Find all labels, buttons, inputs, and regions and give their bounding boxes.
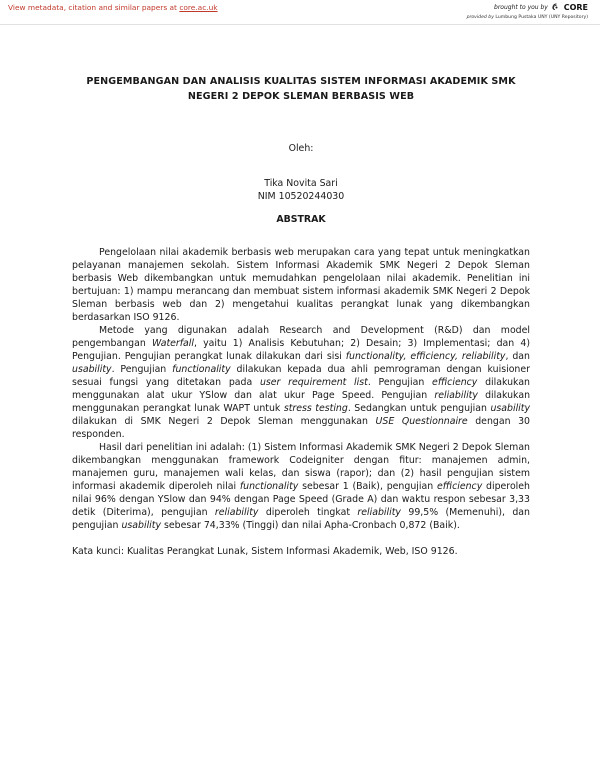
p2-text: . Pengujian (111, 364, 173, 375)
provided-by (467, 15, 588, 20)
abstract-paragraph-3 (72, 441, 530, 532)
p3-text: 99,5% (Memenuhi), dan pengujian (72, 507, 530, 531)
provider-name[interactable]: Lumbung Pustaka UNY (UNY Repository) (495, 15, 588, 20)
p2-text: , yaitu 1) Analisis Kebutuhan; 2) Desain; 3) Implementasi; dan 4) Pengujian. Pengujian perangkat lunak dilakukan dari sisi (72, 338, 530, 362)
p2-italic: functionality (172, 364, 231, 375)
core-wordmark[interactable]: CORE (563, 3, 588, 12)
p2-text: dengan 30 responden. (72, 416, 531, 440)
metadata-link-domain[interactable]: core.ac.uk (179, 3, 218, 12)
abstract-paragraph-2 (72, 324, 530, 441)
title-line-1: PENGEMBANGAN DAN ANALISIS KUALITAS SISTEM INFORMASI AKADEMIK SMK (86, 76, 516, 87)
p2-text: dilakukan di SMK Negeri 2 Depok Sleman menggunakan (72, 416, 376, 427)
keywords: Kata kunci: Kualitas Perangkat Lunak, Sistem Informasi Akademik, Web, ISO 9126. (72, 546, 458, 557)
brought-by-text: brought to you by (494, 4, 548, 11)
document-page (72, 60, 530, 567)
paper-title (72, 74, 530, 104)
author-name: Tika Novita Sari (264, 178, 338, 189)
author-nim: NIM 10520244030 (257, 191, 345, 202)
metadata-link-text[interactable]: View metadata, citation and similar papers at (8, 3, 177, 12)
p2-text: . Sedangkan untuk pengujian (347, 403, 491, 414)
p2-italic: efficiency (432, 377, 478, 388)
p3-italic: reliability (214, 507, 259, 518)
p2-italic: usability (490, 403, 530, 414)
p3-italic: efficiency (436, 481, 483, 492)
p2-italic: reliability (434, 390, 478, 401)
by-label: Oleh: (288, 143, 314, 154)
metadata-link[interactable] (8, 3, 218, 12)
p2-text: dilakukan menggunakan perangkat lunak WAPT untuk (72, 390, 531, 414)
p2-text: , dan (505, 351, 530, 362)
abstract-paragraph-1: Pengelolaan nilai akademik berbasis web merupakan cara yang tepat untuk meningkatkan pelayanan manajemen sekolah. Sistem Informasi Akademik SMK Negeri 2 Depok Sleman berbasis Web dikembangkan untuk memudahkan pengelolaan nilai akademik. Penelitian ini bertujuan: 1) mampu merancang dan membuat sistem informasi akademik SMK Negeri 2 Depok Sleman berbasis web dan 2) mengetahui kualitas perangkat lunak yang dikembangkan berdasarkan ISO 9126. (72, 247, 530, 323)
p3-text: Hasil dari penelitian ini adalah: (1) Sistem Informasi Akademik SMK Negeri 2 Depok Sleman dikembangkan menggunakan framework Codeigniter dengan fitur: manajemen admin, manajemen guru, manajemen wali kelas, dan siswa (rapor); dan (2) hasil pengujian sistem informasi akademik diperoleh nilai (72, 442, 530, 492)
p2-italic: USE Questionnaire (375, 416, 468, 427)
p3-italic: reliability (357, 507, 401, 518)
title-line-2: NEGERI 2 DEPOK SLEMAN BERBASIS WEB (187, 91, 415, 102)
p2-text: dilakukan menggunakan alat ukur YSlow dan alat ukur Page Speed. Pengujian (72, 377, 531, 401)
p3-text: diperoleh tingkat (258, 507, 358, 518)
p2-italic: usability (72, 364, 112, 375)
p3-text: diperoleh nilai 96% dengan YSlow dan 94% dengan Page Speed (Grade A) dan waktu respon sebesar 3,33 detik (Diterima), pengujian (72, 481, 530, 518)
p3-italic: usability (121, 520, 161, 531)
p2-text: Metode yang digunakan adalah Research and Development (R&D) dan model pengembangan (72, 325, 530, 349)
p3-text: sebesar 1 (Baik), pengujian (298, 481, 437, 492)
p2-italic: user requirement list (259, 377, 368, 388)
p2-text: dilakukan kepada dua ahli pemrograman dengan kuisioner sesuai fungsi yang ditetakan pada (72, 364, 530, 388)
p3-italic: functionality (239, 481, 299, 492)
p2-text: . Pengujian (367, 377, 433, 388)
p2-italic: stress testing (283, 403, 348, 414)
core-logo-icon (552, 3, 561, 12)
core-banner (0, 0, 600, 25)
brought-by[interactable] (494, 3, 588, 12)
p2-italic: Waterfall (151, 338, 194, 349)
p2-italic: functionality, efficiency, reliability (345, 351, 506, 362)
p3-text: sebesar 74,33% (Tinggi) dan nilai Apha-Cronbach 0,872 (Baik). (161, 520, 460, 531)
provided-by-label: provided by (466, 15, 494, 20)
abstract-heading: ABSTRAK (276, 214, 326, 225)
